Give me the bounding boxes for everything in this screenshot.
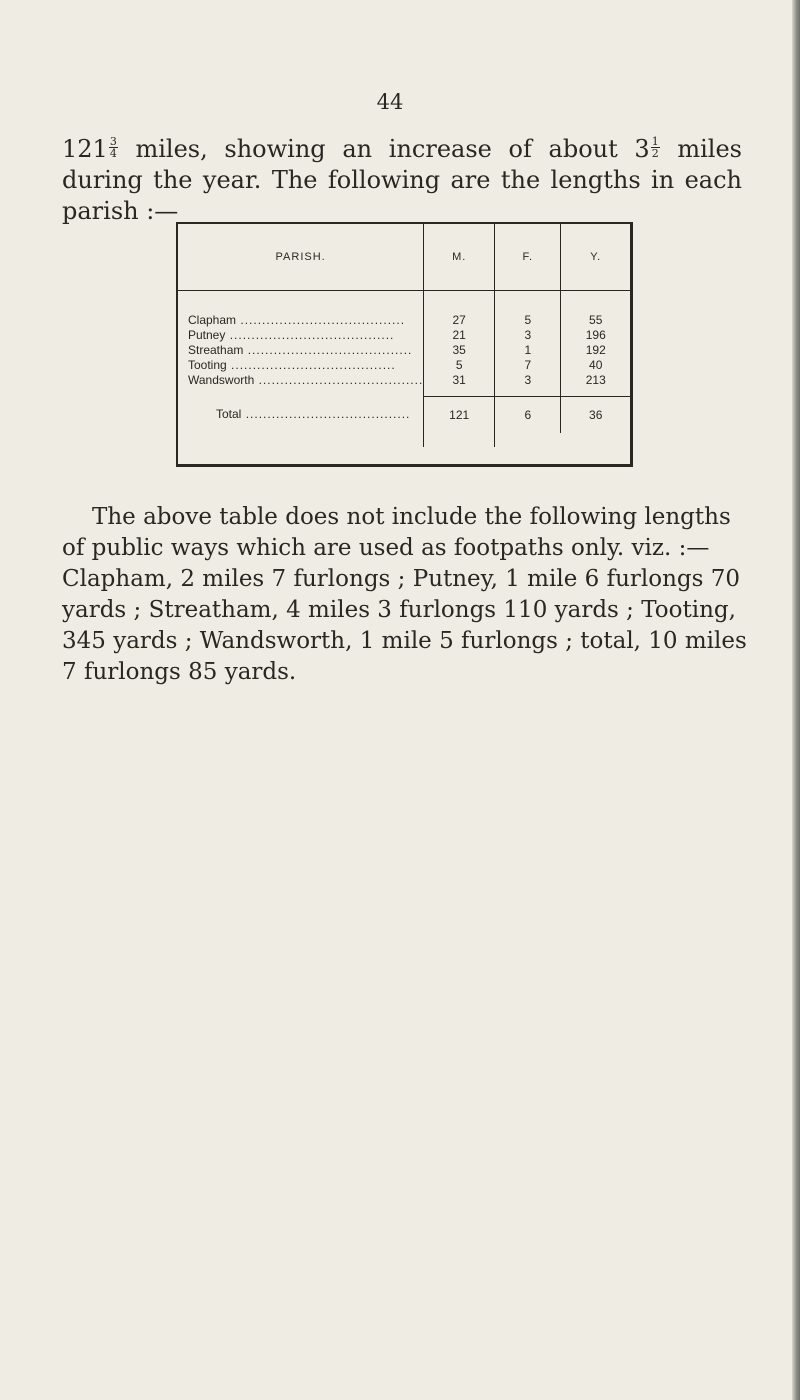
parish-name: Wandsworth ..... <box>178 373 424 388</box>
yards-value: 192 <box>561 343 630 358</box>
miles-value: 21 <box>424 328 495 343</box>
furlongs-value: 7 <box>495 358 561 373</box>
table-row <box>178 343 630 358</box>
fraction-three-quarters <box>109 136 118 159</box>
parish-name: Streatham ..... <box>178 343 424 358</box>
yards-value: 40 <box>561 358 630 373</box>
yards-value: 55 <box>561 313 630 328</box>
table-row <box>178 358 630 373</box>
spacer-row <box>178 388 630 397</box>
table-row <box>178 373 630 388</box>
intro-middle: miles, showing an increase of about 3 <box>118 135 650 163</box>
table-row <box>178 313 630 328</box>
intro-paragraph <box>62 134 742 227</box>
page-edge <box>792 0 800 1400</box>
spacer-row <box>178 433 630 447</box>
header-parish: PARISH. <box>178 224 424 291</box>
parish-name: Putney ..... <box>178 328 424 343</box>
spacer-row <box>178 291 630 314</box>
total-miles: 121 <box>424 397 495 434</box>
fraction-numerator: 1 <box>651 135 659 148</box>
header-furlongs: F. <box>495 224 561 291</box>
intro-prefix: 121 <box>62 135 108 163</box>
table-row <box>178 328 630 343</box>
footpaths-paragraph <box>62 502 752 688</box>
parish-name: Tooting ..... <box>178 358 424 373</box>
fraction-denominator: 2 <box>651 147 659 160</box>
furlongs-value: 3 <box>495 373 561 388</box>
total-furlongs: 6 <box>495 397 561 434</box>
intro-suffix: miles during the year. The following are the lengths in each parish :— <box>62 135 743 225</box>
yards-value: 213 <box>561 373 630 388</box>
miles-value: 31 <box>424 373 495 388</box>
header-miles: M. <box>424 224 495 291</box>
header-yards: Y. <box>561 224 630 291</box>
table-header-row <box>178 224 630 291</box>
parish-name: Clapham ..... <box>178 313 424 328</box>
miles-value: 27 <box>424 313 495 328</box>
furlongs-value: 1 <box>495 343 561 358</box>
yards-value: 196 <box>561 328 630 343</box>
furlongs-value: 3 <box>495 328 561 343</box>
total-row <box>178 397 630 434</box>
total-yards: 36 <box>561 397 630 434</box>
page-number: 44 <box>376 90 404 114</box>
miles-value: 35 <box>424 343 495 358</box>
total-label: Total ..... <box>178 397 424 434</box>
footpaths-text: The above table does not include the following lengths of public ways which are used as footpaths only. viz. :— Clapham, 2 miles 7 furlongs ; Putney, 1 mile 6 furlongs 70 yards ; Streatham, 4 miles 3 furlongs 110 yards ; Tooting, 345 yards ; Wandsworth, 1 mile 5 furlongs ; total, 10 miles 7 furlongs 85 yards. <box>62 504 747 685</box>
furlongs-value: 5 <box>495 313 561 328</box>
parish-lengths-table <box>176 222 633 467</box>
fraction-numerator: 3 <box>109 135 117 148</box>
fraction-one-half <box>651 136 660 159</box>
miles-value: 5 <box>424 358 495 373</box>
fraction-denominator: 4 <box>109 147 117 160</box>
